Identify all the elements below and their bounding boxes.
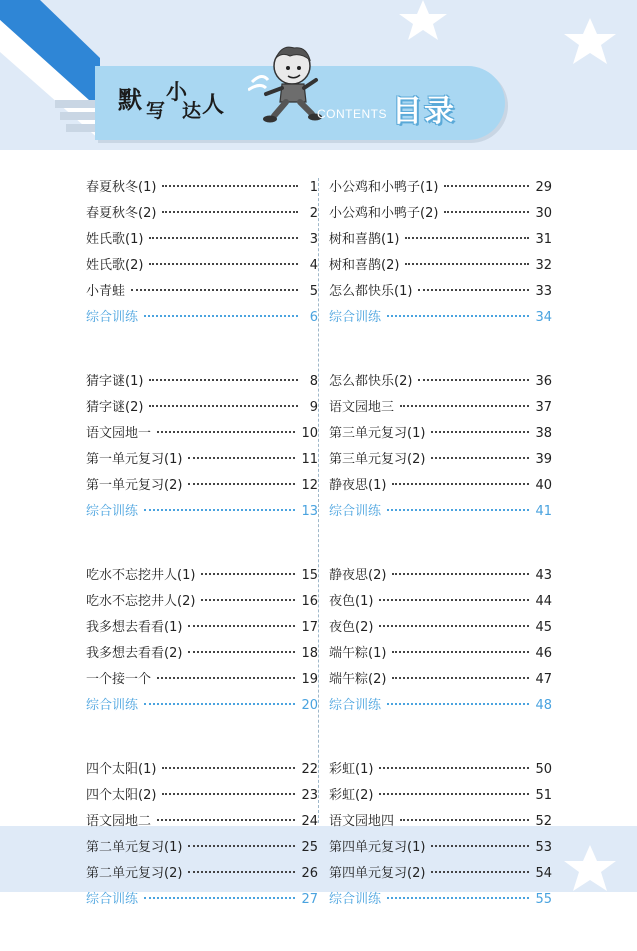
dot-leader xyxy=(444,211,529,213)
toc-entry-title: 综合训练 xyxy=(86,892,139,907)
toc-entry-page: 40 xyxy=(535,478,552,493)
toc-entry-page: 6 xyxy=(309,310,318,325)
toc-entry-page: 44 xyxy=(535,594,552,609)
toc-entry-title: 静夜思(2) xyxy=(329,568,387,583)
toc-entry-page: 11 xyxy=(301,452,318,467)
toc-entry-page: 25 xyxy=(301,840,318,855)
toc-entry-title: 小青蛙 xyxy=(86,284,126,299)
dot-leader xyxy=(201,573,295,575)
dot-leader xyxy=(392,651,529,653)
toc-entry-page: 37 xyxy=(535,400,552,415)
toc-entry-title: 四个太阳(1) xyxy=(86,762,157,777)
toc-entry-title: 怎么都快乐(2) xyxy=(329,374,413,389)
toc-entry-page: 51 xyxy=(535,788,552,803)
dot-leader xyxy=(144,703,295,705)
dot-leader xyxy=(188,483,295,485)
dot-leader xyxy=(379,625,529,627)
toc-entry-page: 20 xyxy=(301,698,318,713)
toc-entry-page: 33 xyxy=(535,284,552,299)
toc-entry-title: 树和喜鹊(1) xyxy=(329,232,400,247)
toc-entry-title: 第二单元复习(1) xyxy=(86,840,183,855)
toc-entry-page: 13 xyxy=(301,504,318,519)
toc-entry-title: 春夏秋冬(2) xyxy=(86,206,157,221)
toc-entry-page: 23 xyxy=(301,788,318,803)
dot-leader xyxy=(162,211,298,213)
dot-leader xyxy=(392,483,529,485)
contents-label: CONTENTS xyxy=(317,107,387,121)
toc-entry-title: 小公鸡和小鸭子(2) xyxy=(329,206,439,221)
toc-entry-title: 综合训练 xyxy=(86,504,139,519)
toc-entry-page: 38 xyxy=(535,426,552,441)
toc-entry[interactable] xyxy=(86,473,318,499)
toc-entry-title: 静夜思(1) xyxy=(329,478,387,493)
dot-leader xyxy=(431,457,529,459)
toc-entry-title: 吃水不忘挖井人(2) xyxy=(86,594,196,609)
toc-entry-title: 春夏秋冬(1) xyxy=(86,180,157,195)
toc-entry[interactable] xyxy=(86,589,318,615)
toc-entry-page: 27 xyxy=(301,892,318,907)
toc-entry-title: 综合训练 xyxy=(329,504,382,519)
toc-entry-page: 48 xyxy=(535,698,552,713)
toc-entry[interactable] xyxy=(329,783,552,809)
running-boy-illustration xyxy=(248,42,323,124)
toc-entry-page: 43 xyxy=(535,568,552,583)
toc-entry[interactable] xyxy=(329,421,552,447)
toc-section xyxy=(86,757,318,913)
star-icon xyxy=(560,18,620,64)
toc-entry-title: 第一单元复习(2) xyxy=(86,478,183,493)
toc-entry-page: 26 xyxy=(301,866,318,881)
toc-entry-title: 一个接一个 xyxy=(86,672,152,687)
dot-leader xyxy=(201,599,295,601)
toc-entry[interactable] xyxy=(86,641,318,667)
toc-entry-title: 综合训练 xyxy=(86,310,139,325)
toc-entry-page: 22 xyxy=(301,762,318,777)
dot-leader xyxy=(387,703,529,705)
logo-char: 人 xyxy=(202,92,225,118)
dot-leader xyxy=(188,625,295,627)
column-divider xyxy=(318,178,319,823)
dot-leader xyxy=(157,431,295,433)
dot-leader xyxy=(162,767,295,769)
dot-leader xyxy=(392,573,529,575)
logo-char: 写 xyxy=(146,100,166,122)
toc-entry-title: 怎么都快乐(1) xyxy=(329,284,413,299)
toc-entry-page: 24 xyxy=(301,814,318,829)
toc-entry-title: 第四单元复习(1) xyxy=(329,840,426,855)
toc-entry-page: 52 xyxy=(535,814,552,829)
dot-leader xyxy=(405,237,529,239)
dot-leader xyxy=(131,289,298,291)
toc-entry[interactable] xyxy=(86,201,318,227)
toc-entry-title: 姓氏歌(2) xyxy=(86,258,144,273)
toc-entry-page: 30 xyxy=(535,206,552,221)
toc-entry[interactable] xyxy=(86,783,318,809)
toc-entry[interactable] xyxy=(86,447,318,473)
toc-entry-page: 2 xyxy=(309,206,318,221)
toc-column-left xyxy=(86,175,318,951)
dot-leader xyxy=(157,677,295,679)
star-icon xyxy=(395,0,451,40)
toc-entry-page: 46 xyxy=(535,646,552,661)
toc-entry-page: 47 xyxy=(535,672,552,687)
dot-leader xyxy=(149,237,298,239)
toc-entry[interactable] xyxy=(86,835,318,861)
toc-entry-page: 32 xyxy=(535,258,552,273)
toc-entry[interactable] xyxy=(86,175,318,201)
toc-review-entry[interactable] xyxy=(86,887,318,913)
toc-entry-page: 41 xyxy=(535,504,552,519)
dot-leader xyxy=(149,379,298,381)
toc-entry-title: 综合训练 xyxy=(86,698,139,713)
toc-entry[interactable] xyxy=(329,227,552,253)
dot-leader xyxy=(188,651,295,653)
toc-entry-title: 第一单元复习(1) xyxy=(86,452,183,467)
toc-entry[interactable] xyxy=(329,563,552,589)
toc-entry-title: 语文园地一 xyxy=(86,426,152,441)
toc-entry-page: 15 xyxy=(301,568,318,583)
toc-entry-page: 9 xyxy=(309,400,318,415)
toc-entry-page: 12 xyxy=(301,478,318,493)
toc-entry[interactable] xyxy=(329,473,552,499)
toc-entry-title: 我多想去看看(1) xyxy=(86,620,183,635)
page-title: 目录 xyxy=(392,94,456,129)
toc-entry-page: 3 xyxy=(309,232,318,247)
dot-leader xyxy=(149,263,298,265)
toc-entry-page: 16 xyxy=(301,594,318,609)
dot-leader xyxy=(431,871,529,873)
toc-entry[interactable] xyxy=(86,253,318,279)
dot-leader xyxy=(379,767,529,769)
toc-entry-title: 夜色(1) xyxy=(329,594,374,609)
toc-review-entry[interactable] xyxy=(329,887,552,913)
toc-review-entry[interactable] xyxy=(329,305,552,331)
toc-entry-page: 29 xyxy=(535,180,552,195)
logo-char: 默 xyxy=(118,85,142,114)
toc-entry-page: 54 xyxy=(535,866,552,881)
toc-entry-page: 34 xyxy=(535,310,552,325)
toc-entry-page: 36 xyxy=(535,374,552,389)
toc-entry-title: 我多想去看看(2) xyxy=(86,646,183,661)
toc-review-entry[interactable] xyxy=(86,693,318,719)
toc-entry-page: 19 xyxy=(301,672,318,687)
toc-entry[interactable] xyxy=(86,369,318,395)
toc-entry[interactable] xyxy=(329,279,552,305)
toc-entry[interactable] xyxy=(329,589,552,615)
toc-entry-title: 彩虹(2) xyxy=(329,788,374,803)
logo-char: 小 xyxy=(166,79,187,104)
toc-entry[interactable] xyxy=(86,279,318,305)
toc-entry[interactable] xyxy=(329,641,552,667)
toc-entry[interactable] xyxy=(329,861,552,887)
toc-entry[interactable] xyxy=(329,667,552,693)
toc-entry[interactable] xyxy=(329,447,552,473)
toc-entry-title: 猜字谜(2) xyxy=(86,400,144,415)
dot-leader xyxy=(405,263,529,265)
dot-leader xyxy=(431,845,529,847)
toc-entry-title: 第四单元复习(2) xyxy=(329,866,426,881)
toc-entry[interactable] xyxy=(86,861,318,887)
dot-leader xyxy=(157,819,295,821)
toc-entry[interactable] xyxy=(329,835,552,861)
toc-entry[interactable] xyxy=(86,809,318,835)
toc-entry-title: 第三单元复习(2) xyxy=(329,452,426,467)
dot-leader xyxy=(188,871,295,873)
toc-entry-title: 姓氏歌(1) xyxy=(86,232,144,247)
dot-leader xyxy=(144,315,298,317)
toc-column-right xyxy=(329,175,552,951)
dot-leader xyxy=(144,897,295,899)
toc-entry-title: 综合训练 xyxy=(329,698,382,713)
toc-entry[interactable] xyxy=(86,667,318,693)
toc-entry-title: 综合训练 xyxy=(329,892,382,907)
dot-leader xyxy=(162,185,298,187)
toc-entry-title: 猜字谜(1) xyxy=(86,374,144,389)
toc-section xyxy=(329,175,552,331)
dot-leader xyxy=(431,431,529,433)
toc-entry-page: 10 xyxy=(301,426,318,441)
toc-entry-title: 语文园地二 xyxy=(86,814,152,829)
dot-leader xyxy=(418,379,529,381)
toc-entry-title: 彩虹(1) xyxy=(329,762,374,777)
toc-entry[interactable] xyxy=(329,201,552,227)
toc-entry[interactable] xyxy=(86,757,318,783)
toc-review-entry[interactable] xyxy=(86,305,318,331)
logo-char: 达 xyxy=(182,100,202,122)
toc-entry-title: 第三单元复习(1) xyxy=(329,426,426,441)
dot-leader xyxy=(188,845,295,847)
dot-leader xyxy=(387,315,529,317)
toc-entry[interactable] xyxy=(329,369,552,395)
toc-entry-title: 语文园地三 xyxy=(329,400,395,415)
toc-entry[interactable] xyxy=(86,421,318,447)
toc-entry-title: 吃水不忘挖井人(1) xyxy=(86,568,196,583)
toc-entry-page: 39 xyxy=(535,452,552,467)
toc-entry[interactable] xyxy=(329,809,552,835)
dot-leader xyxy=(379,793,529,795)
toc-entry-title: 树和喜鹊(2) xyxy=(329,258,400,273)
toc-entry[interactable] xyxy=(86,227,318,253)
toc-entry[interactable] xyxy=(329,253,552,279)
toc-entry-title: 四个太阳(2) xyxy=(86,788,157,803)
dot-leader xyxy=(418,289,529,291)
dot-leader xyxy=(387,897,529,899)
toc-entry-page: 53 xyxy=(535,840,552,855)
dot-leader xyxy=(188,457,295,459)
toc-entry[interactable] xyxy=(329,615,552,641)
toc-entry-page: 4 xyxy=(309,258,318,273)
toc-entry-page: 45 xyxy=(535,620,552,635)
star-icon xyxy=(560,845,620,891)
dot-leader xyxy=(444,185,529,187)
toc-entry-page: 8 xyxy=(309,374,318,389)
toc-section xyxy=(86,563,318,719)
toc-review-entry[interactable] xyxy=(86,499,318,525)
toc-entry-page: 18 xyxy=(301,646,318,661)
toc-entry-title: 语文园地四 xyxy=(329,814,395,829)
toc-entry-page: 17 xyxy=(301,620,318,635)
dot-leader xyxy=(400,405,529,407)
toc-entry[interactable] xyxy=(86,395,318,421)
toc-entry-page: 50 xyxy=(535,762,552,777)
toc-entry-page: 55 xyxy=(535,892,552,907)
toc-section xyxy=(86,175,318,331)
toc-entry[interactable] xyxy=(86,563,318,589)
toc-entry[interactable] xyxy=(329,395,552,421)
toc-entry-page: 1 xyxy=(309,180,318,195)
toc-review-entry[interactable] xyxy=(329,499,552,525)
toc-entry[interactable] xyxy=(329,175,552,201)
dot-leader xyxy=(392,677,529,679)
toc-entry-page: 5 xyxy=(309,284,318,299)
toc-section xyxy=(329,757,552,913)
toc-entry-page: 31 xyxy=(535,232,552,247)
toc-entry-title: 端午粽(1) xyxy=(329,646,387,661)
toc-entry[interactable] xyxy=(86,615,318,641)
toc-section xyxy=(86,369,318,525)
toc-review-entry[interactable] xyxy=(329,693,552,719)
corner-decoration xyxy=(0,0,100,140)
dot-leader xyxy=(379,599,529,601)
dot-leader xyxy=(149,405,298,407)
dot-leader xyxy=(387,509,529,511)
toc-section xyxy=(329,369,552,525)
toc-entry-title: 综合训练 xyxy=(329,310,382,325)
toc-entry-title: 小公鸡和小鸭子(1) xyxy=(329,180,439,195)
toc-entry-title: 第二单元复习(2) xyxy=(86,866,183,881)
dot-leader xyxy=(162,793,295,795)
toc-section xyxy=(329,563,552,719)
toc-entry[interactable] xyxy=(329,757,552,783)
toc-entry-title: 端午粽(2) xyxy=(329,672,387,687)
toc-entry-title: 夜色(2) xyxy=(329,620,374,635)
dot-leader xyxy=(400,819,529,821)
dot-leader xyxy=(144,509,295,511)
